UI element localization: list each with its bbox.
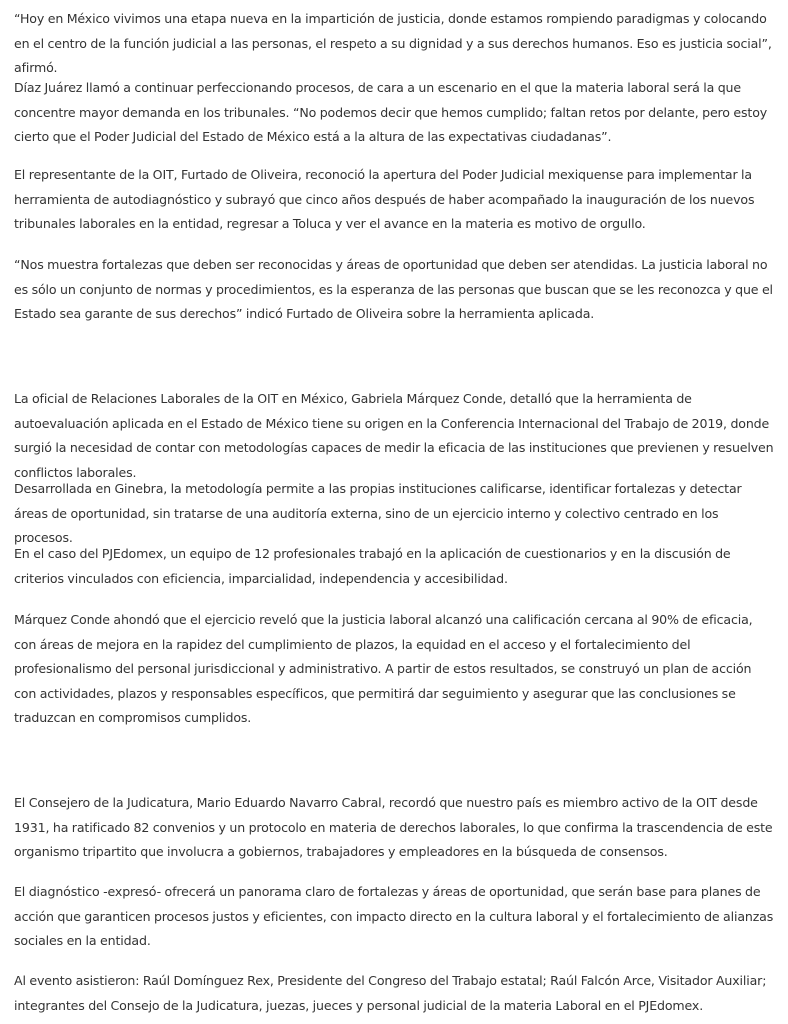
paragraph-oit-representative: El representante de la OIT, Furtado de Oliveira, reconoció la apertura del Poder Judicial mexiquense para implementar la herramienta de autodiagnóstico y subrayó que cinco años después de haber acompañado la inauguración de los nuevos tribunales laborales en la entidad, regresar a Toluca y ver el avance en la materia es motivo de orgullo. <box>14 167 755 231</box>
paragraph-diagnostic: El diagnóstico -expresó- ofrecerá un panorama claro de fortalezas y áreas de oportunidad, que serán base para planes de acción que garanticen procesos justos y eficientes, con impacto directo en la cultura laboral y el fortalecimiento de alianzas sociales en la entidad. <box>14 884 774 948</box>
paragraph-results: Márquez Conde ahondó que el ejercicio reveló que la justicia laboral alcanzó una calificación cercana al 90% de eficacia, con áreas de mejora en la rapidez del cumplimiento de plazos, la equidad en el acceso y el fortalecimiento del profesionalismo del personal jurisdiccional y administrativo. A partir de estos resultados, se construyó un plan de acción con actividades, plazos y responsables específicos, que permitirá dar seguimiento y asegurar que las conclusiones se traduzcan en compromisos cumplidos. <box>14 612 753 725</box>
paragraph-navarro-cabral: El Consejero de la Judicatura, Mario Eduardo Navarro Cabral, recordó que nuestro país es miembro activo de la OIT desde 1931, ha ratificado 82 convenios y un protocolo en materia de derechos laborales, lo que confirma la trascendencia de este organismo tripartito que involucra a gobiernos, trabajadores y empleadores en la búsqueda de consensos. <box>14 795 773 859</box>
paragraph-methodology: Desarrollada en Ginebra, la metodología permite a las propias instituciones calificarse, identificar fortalezas y detectar áreas de oportunidad, sin tratarse de una auditoría externa, sino de un ejercicio interno y colectivo centrado en los procesos. <box>14 481 742 545</box>
paragraph-quote-social-justice: “Hoy en México vivimos una etapa nueva en la impartición de justicia, donde estamos rompiendo paradigmas y colocando en el centro de la función judicial a las personas, el respeto a su dignidad y a sus derechos humanos. Eso es justicia social”, afirmó. <box>14 11 772 75</box>
paragraph-diaz-juarez: Díaz Juárez llamó a continuar perfeccionando procesos, de cara a un escenario en el que la materia laboral será la que concentre mayor demanda en los tribunales. “No podemos decir que hemos cumplido; faltan retos por delante, pero estoy cierto que el Poder Judicial del Estado de México está a la altura de las expectativas ciudadanas”. <box>14 80 768 144</box>
paragraph-pjedomex-team: En el caso del PJEdomex, un equipo de 12 profesionales trabajó en la aplicación de cuestionarios y en la discusión de criterios vinculados con eficiencia, imparcialidad, independencia y accesibilidad. <box>14 546 731 586</box>
paragraph-marquez-conde: La oficial de Relaciones Laborales de la OIT en México, Gabriela Márquez Conde, detalló que la herramienta de autoevaluación aplicada en el Estado de México tiene su origen en la Conferencia Internacional del Trabajo de 2019, donde surgió la necesidad de contar con metodologías capaces de medir la eficacia de las instituciones que previenen y resuelven conflictos laborales. <box>14 391 774 480</box>
paragraph-attendees: Al evento asistieron: Raúl Domínguez Rex, Presidente del Congreso del Trabajo estatal; Raúl Falcón Arce, Visitador Auxiliar; integrantes del Consejo de la Judicatura, juezas, jueces y personal judicial de la materia Laboral en el PJEdomex. <box>14 973 767 1013</box>
paragraph-furtado-quote: “Nos muestra fortalezas que deben ser reconocidas y áreas de oportunidad que deben ser atendidas. La justicia laboral no es sólo un conjunto de normas y procedimientos, es la esperanza de las personas que buscan que se les reconozca y que el Estado sea garante de sus derechos” indicó Furtado de Oliveira sobre la herramienta aplicada. <box>14 257 773 321</box>
